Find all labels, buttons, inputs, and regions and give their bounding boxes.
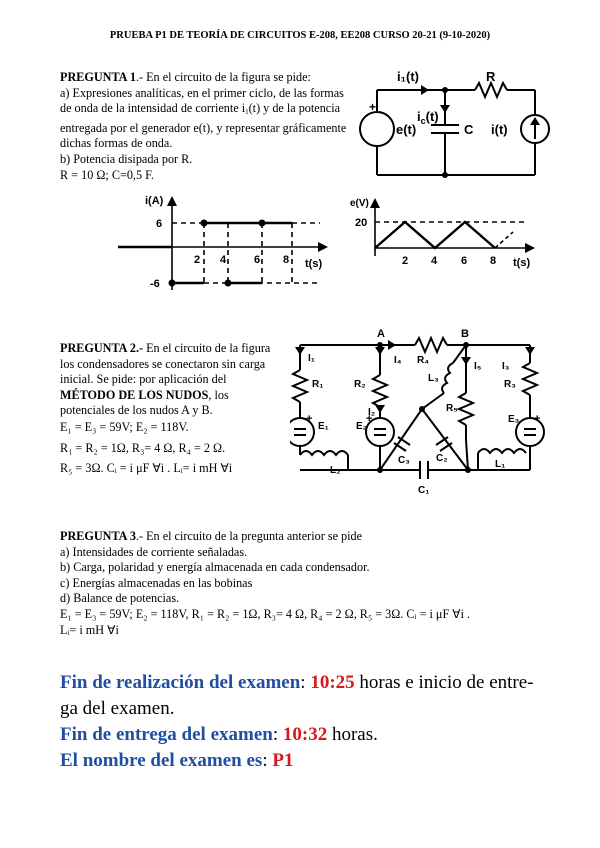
label-i: i(t) — [491, 122, 508, 137]
exam-name-line: El nombre del examen es: P1 — [60, 750, 294, 771]
label-i1: i₁(t) — [397, 69, 419, 84]
graph-e-tick-20: 20 — [355, 217, 368, 229]
graph-e-xtick: 4 — [431, 255, 438, 267]
graph-e-xtick: 6 — [461, 255, 468, 267]
graph-i-xlabel: t(s) — [305, 258, 323, 270]
graph-i-xtick: 4 — [220, 254, 227, 266]
label-L3: L₃ — [428, 373, 439, 384]
question-1-text: PREGUNTA 1.- En el circuito de la figura se pide: a) Expresiones analíticas, en el primer ciclo, de las formas de onda de la intensidad de corriente $i_1(t)$ y de la potencia entregada por el generador e(t), y representar gráficamente dichas formas de onda. b) Potencia disipada por R. R = 10 Ω; C=0,5 F. — [60, 70, 347, 182]
question-2-text: PREGUNTA 2.- En el circuito de la figura los condensadores se conectaron sin carga inicial. Se pide: por aplicación del MÉTODO DE LOS NUDOS, los potenciales de los nudos A y B. E₁ = E₃ = 59V; E₂ = 118V. R₁ = R₂ = 1Ω, R₃= 4 Ω, R₄ = 2 Ω. R₅ = 3Ω. Cᵢ = i μF ∀i . Lᵢ= i mH ∀i — [60, 341, 271, 476]
question-3-text: PREGUNTA 3.- En el circuito de la pregunta anterior se pide a) Intensidades de corriente señaladas. b) Carga, polaridad y energía almacenada en cada condensador. c) Energías almacenadas en las bobinas d) Balance de potencias. E₁ = E₃ = 59V; E₂ = 118V, R₁ = R₂ = 1Ω, R₃= 4 Ω, R₄ = 2 Ω, R₅ = 3Ω. Cᵢ = i μF ∀i . Lᵢ= i mH ∀i — [60, 529, 471, 637]
submission-deadline-line: Fin de entrega del examen: 10:32 horas. — [60, 724, 378, 745]
graph-e-ylabel: e(V) — [350, 198, 369, 209]
end-of-exam-line-2: ga del examen. — [60, 698, 175, 719]
label-R: R — [486, 69, 496, 84]
question-3-title: PREGUNTA 3 — [60, 529, 136, 543]
label-C3: C₃ — [398, 455, 410, 466]
voltage-graph — [345, 192, 545, 272]
plus-E1: + — [306, 413, 313, 425]
plus-sign: + — [369, 100, 377, 114]
plus-E3: + — [534, 413, 541, 425]
graph-e-xtick: 8 — [490, 255, 497, 267]
label-ic: $i_c(t)$ — [417, 109, 439, 126]
label-E3: E₃ — [508, 414, 520, 425]
exam-timing — [60, 670, 560, 774]
label-I5: I₅ — [474, 361, 482, 372]
circuit-1-diagram — [355, 65, 555, 183]
graph-i-xtick: 8 — [283, 254, 290, 266]
exam-header: PRUEBA P1 DE TEORÍA DE CIRCUITOS E-208, EE208 CURSO 20-21 (9-10-2020) — [109, 30, 491, 41]
question-1-title: PREGUNTA 1 — [60, 70, 136, 84]
label-E1: E₁ — [318, 421, 329, 432]
label-R3: R₃ — [504, 379, 516, 390]
graph-e-xlabel: t(s) — [513, 257, 531, 269]
graph-e-xtick: 2 — [402, 255, 409, 267]
question-2-title: PREGUNTA 2.- — [60, 341, 144, 355]
label-I2: I₂ — [368, 407, 376, 418]
current-graph — [110, 190, 335, 300]
graph-i-ylabel: i(A) — [145, 195, 164, 207]
label-L2: L₂ — [330, 465, 341, 476]
label-e: e(t) — [396, 122, 417, 137]
plus-E2: + — [366, 413, 373, 425]
label-L1: L₁ — [495, 459, 506, 470]
graph-i-xtick: 2 — [194, 254, 201, 266]
circuit-2-diagram — [290, 325, 550, 500]
label-R5: R₅ — [446, 403, 458, 414]
label-C2: C₂ — [436, 453, 448, 464]
label-E2: E₂ — [356, 421, 368, 432]
label-C: C — [464, 122, 474, 137]
label-R4: R₄ — [417, 355, 429, 366]
graph-i-tick-6: 6 — [156, 218, 163, 230]
node-B: B — [461, 328, 469, 340]
graph-i-xtick: 6 — [254, 254, 261, 266]
label-I3: I₃ — [502, 361, 510, 372]
label-I4: I₄ — [394, 355, 402, 366]
label-R1: R₁ — [312, 379, 324, 390]
graph-i-tick-minus6: -6 — [150, 278, 160, 290]
node-A: A — [377, 328, 385, 340]
label-R2: R₂ — [354, 379, 366, 390]
label-C1: C₁ — [418, 485, 430, 496]
end-of-exam-line: Fin de realización del examen: 10:25 horas e inicio de entre- — [60, 672, 534, 693]
label-I1: I₁ — [308, 353, 315, 364]
